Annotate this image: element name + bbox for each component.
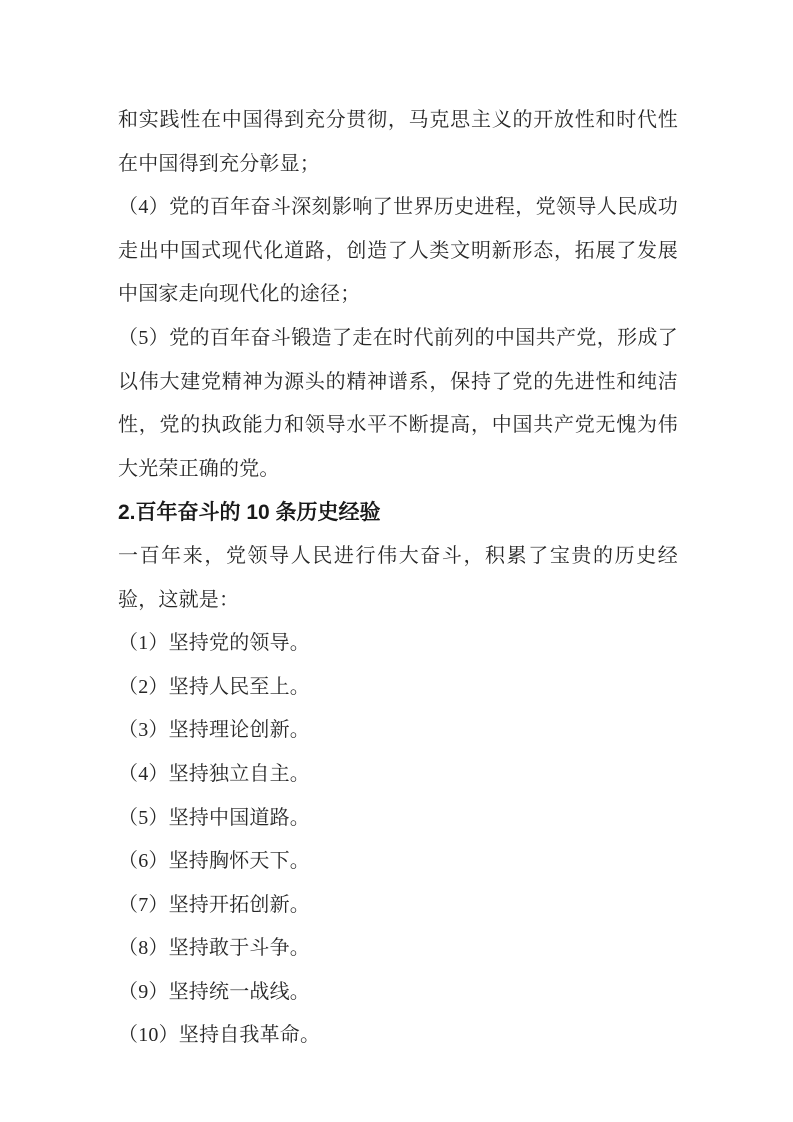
paragraph-body: 一百年来，党领导人民进行伟大奋斗，积累了宝贵的历史经验，这就是： <box>118 544 678 611</box>
list-item: （4）坚持独立自主。 <box>118 762 310 785</box>
list-item: （9）坚持统一战线。 <box>118 980 310 1003</box>
list-item: （5）坚持中国道路。 <box>118 806 310 829</box>
list-item: （2）坚持人民至上。 <box>118 675 310 698</box>
list-item: （3）坚持理论创新。 <box>118 719 310 742</box>
list-item: （7）坚持开拓创新。 <box>118 893 310 916</box>
section-heading: 2.百年奋斗的 10 条历史经验 <box>118 501 381 525</box>
list-item: （10）坚持自我革命。 <box>118 1024 321 1047</box>
list-item: （8）坚持敢于斗争。 <box>118 937 310 960</box>
list-item: （6）坚持胸怀天下。 <box>118 850 310 873</box>
list-item: （1）坚持党的领导。 <box>118 632 310 655</box>
paragraph-body: （4）党的百年奋斗深刻影响了世界历史进程，党领导人民成功走出中国式现代化道路，创造了人类文明新形态，拓展了发展中国家走向现代化的途径； <box>118 196 678 306</box>
paragraph-body: 和实践性在中国得到充分贯彻，马克思主义的开放性和时代性在中国得到充分彰显； <box>118 109 678 175</box>
paragraph-body: （5）党的百年奋斗锻造了走在时代前列的中国共产党，形成了以伟大建党精神为源头的精神谱系，保持了党的先进性和纯洁性，党的执政能力和领导水平不断提高，中国共产党无愧为伟大光荣正确的党。 <box>118 326 678 480</box>
